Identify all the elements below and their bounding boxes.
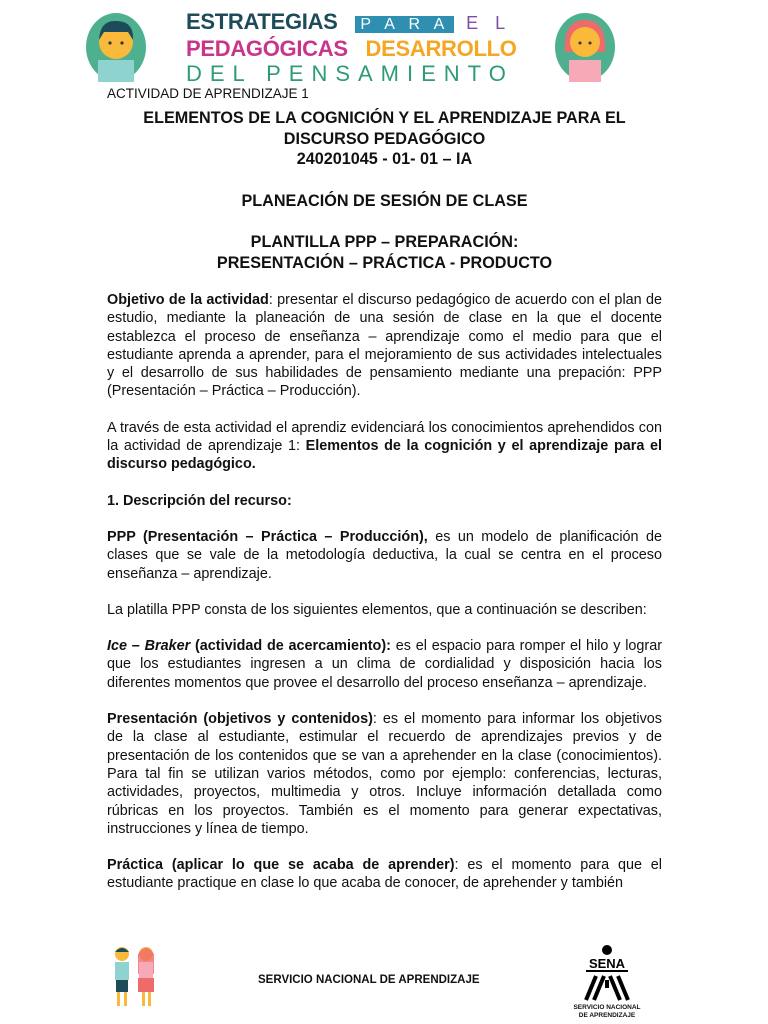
program-logo <box>186 10 517 87</box>
presentation-text: : es el momento para informar los objetivos de la clase al estudiante, estimular el recuerdo de aprendizajes previos y de presentación de los contenidos que se van a aprehender en la clase (conocimientos). Para tal fin se utilizan varios métodos, como por ejemplo: conferencias, lecturas, actividades, proyectos, multimedia y otros. Incluye información detallada como rúbricas en los proyectos. También es el momento para generar expectativas, instrucciones y línea de tiempo. <box>107 711 662 837</box>
logo-text: PEDAGÓGICAS <box>186 36 348 61</box>
objective-text: : presentar el discurso pedagógico de acuerdo con el plan de estudio, mediante la planeación de una sesión de clase en la que el docente establezca el proceso de enseñanza – aprendizaje como el medio para que el estudiante aprenda a aprender, para el mejoramiento de sus actividades intelectuales y el desarrollo de sus habilidades de pensamiento mediante una prepación: PPP (Presentación – Práctica – Producción). <box>107 292 663 400</box>
sena-subtitle: SERVICIO NACIONAL <box>573 1004 641 1011</box>
document-title <box>80 108 689 170</box>
svg-text:SENA: SENA <box>588 956 626 971</box>
girl-avatar-icon <box>553 12 617 82</box>
students-illustration-icon <box>108 944 164 1014</box>
logo-text: DESARROLLO <box>365 36 517 61</box>
title-line: ELEMENTOS DE LA COGNICIÓN Y EL APRENDIZAJE PARA EL <box>143 109 626 127</box>
practice-text: : es el momento para que el estudiante practique en clase lo que acaba de conocer, de aprehender y también <box>107 857 662 892</box>
ppp-paragraph <box>107 528 662 583</box>
course-code: 240201045 - 01- 01 – IA <box>296 150 473 168</box>
title-line: PLANTILLA PPP – PREPARACIÓN: <box>250 233 519 251</box>
presentation-paragraph <box>107 710 662 838</box>
through-text: A través de esta actividad el aprendiz evidenciará los conocimientos aprehendidos con la actividad de aprendizaje 1: <box>107 419 662 455</box>
ice-text: es el espacio para romper el hilo y lograr que los estudiantes ingresen a un clima de cordialidad y disposición hacia los diferentes momentos que provee el desarrollo del proceso enseñanza – aprendizaje. <box>107 638 663 691</box>
logo-text: P A R A <box>355 16 454 33</box>
sena-logo <box>566 944 648 1020</box>
logo-text: E L <box>466 13 512 33</box>
through-bold: Elementos de la cognición y el aprendizaje para el discurso pedagógico. <box>107 438 662 473</box>
sena-subtitle: DE APRENDIZAJE <box>578 1012 636 1019</box>
boy-avatar-icon <box>84 12 148 82</box>
title-line: DISCURSO PEDAGÓGICO <box>283 129 486 148</box>
practice-paragraph <box>107 856 662 893</box>
ppp-text: es un modelo de planificación de clases que se vale de la metodología deductiva, la cual se centra en el proceso enseñanza – aprendizaje. <box>107 528 662 582</box>
logo-text: ESTRATEGIAS <box>186 9 338 34</box>
practice-label: Práctica (aplicar lo que se acaba de aprender) <box>107 857 455 874</box>
ppp-label: PPP (Presentación – Práctica – Producción), <box>107 528 428 545</box>
presentation-label: Presentación (objetivos y contenidos) <box>107 711 373 728</box>
through-paragraph <box>107 419 662 474</box>
title-line: PRESENTACIÓN – PRÁCTICA - PRODUCTO <box>216 253 553 272</box>
session-heading: PLANEACIÓN DE SESIÓN DE CLASE <box>241 191 528 210</box>
objective-paragraph <box>107 291 662 401</box>
objective-label: Objetivo de la actividad <box>107 292 269 308</box>
footer-institution: SERVICIO NACIONAL DE APRENDIZAJE <box>258 974 480 986</box>
document-body <box>0 86 768 893</box>
icebreaker-paragraph <box>107 637 662 692</box>
section-heading: 1. Descripción del recurso: <box>107 492 292 509</box>
logo-text: DEL PENSAMIENTO <box>186 61 514 86</box>
page-header <box>0 0 768 86</box>
page-footer <box>0 940 768 1024</box>
ice-label: Ice – Braker <box>107 638 191 655</box>
sena-logo-icon <box>582 944 632 1004</box>
template-paragraph: La platilla PPP consta de los siguientes elementos, que a continuación se describen: <box>107 601 647 618</box>
ice-label: (actividad de acercamiento): <box>190 638 391 655</box>
template-heading <box>80 232 689 273</box>
activity-label: ACTIVIDAD DE APRENDIZAJE 1 <box>107 86 309 101</box>
